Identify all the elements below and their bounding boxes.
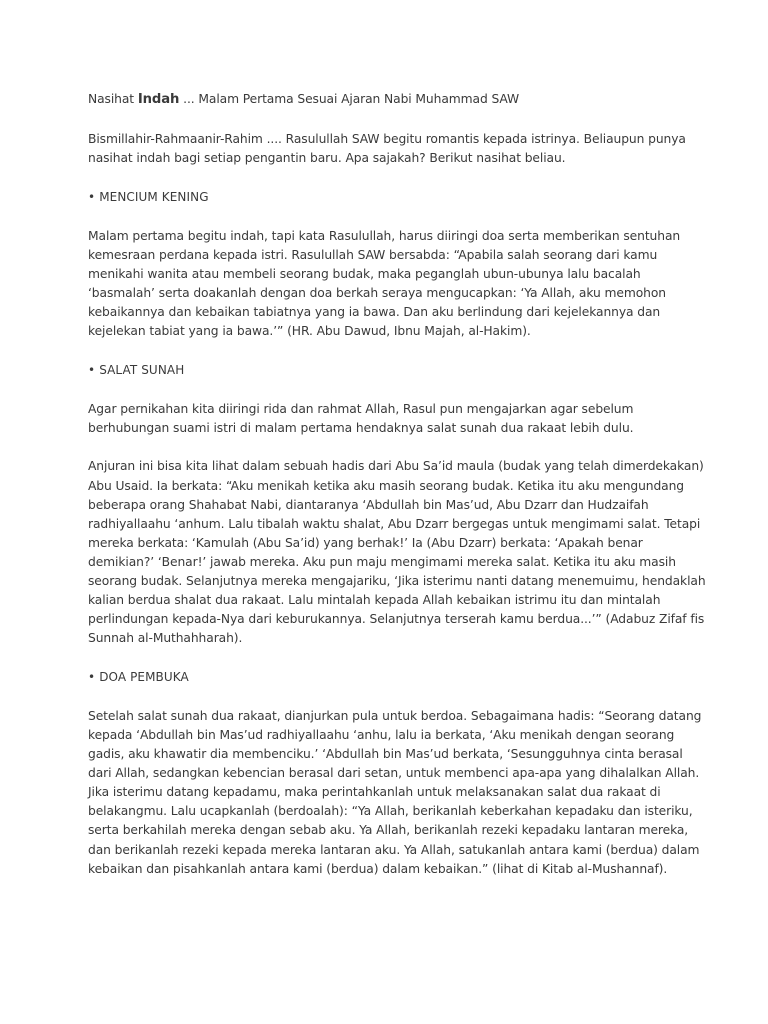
bullet-icon: • <box>88 362 96 377</box>
section-heading-mencium-kening <box>88 188 708 207</box>
intro-paragraph: Bismillahir-Rahmaanir-Rahim .... Rasulullah SAW begitu romantis kepada istrinya. Beliaupun punya nasihat indah bagi setiap pengantin baru. Apa sajakah? Berikut nasihat beliau. <box>88 132 686 166</box>
section-heading-text: DOA PEMBUKA <box>99 669 189 684</box>
section-heading-salat-sunah <box>88 361 708 380</box>
bullet-icon: • <box>88 669 96 684</box>
section-heading-text: SALAT SUNAH <box>99 362 185 377</box>
section-paragraph: Setelah salat sunah dua rakaat, dianjurkan pula untuk berdoa. Sebagaimana hadis: “Seorang datang kepada ‘Abdullah bin Mas’ud radhiyallaahu ‘anhu, lalu ia berkata, ‘Aku menikah dengan seorang gadis, aku khawatir dia membenciku.’ ‘Abdullah bin Mas’ud berkata, ‘Sesungguhnya cinta berasal dari Allah, sedangkan kebencian berasal dari setan, untuk membenci apa-apa yang dihalalkan Allah. Jika isterimu datang kepadamu, maka perintahkanlah untuk melaksanakan salat dua rakaat di belakangmu. Lalu ucapkanlah (berdoalah): “Ya Allah, berikanlah keberkahan kepadaku dan isteriku, serta berkahilah mereka dengan sebab aku. Ya Allah, berikanlah rezeki kepadaku lantaran mereka, dan berikanlah rezeki kepada mereka lantaran aku. Ya Allah, satukanlah antara kami (berdua) dalam kebaikan dan pisahkanlah antara kami (berdua) dalam kebaikan.” (lihat di Kitab al-Mushannaf). <box>88 708 702 876</box>
title-suffix: ... Malam Pertama Sesuai Ajaran Nabi Muhammad SAW <box>179 92 520 106</box>
section-heading-text: MENCIUM KENING <box>99 189 209 204</box>
section-paragraph: Anjuran ini bisa kita lihat dalam sebuah hadis dari Abu Sa’id maula (budak yang telah dimerdekakan) Abu Usaid. Ia berkata: “Aku menikah ketika aku masih seorang budak. Ketika itu aku mengundang beberapa orang Shahabat Nabi, diantaranya ‘Abdullah bin Mas’ud, Abu Dzarr dan Hudzaifah radhiyallaahu ‘anhum. Lalu tibalah waktu shalat, Abu Dzarr bergegas untuk mengimami salat. Tetapi mereka berkata: ‘Kamulah (Abu Sa’id) yang berhak!’ Ia (Abu Dzarr) berkata: ‘Apakah benar demikian?’ ‘Benar!’ jawab mereka. Aku pun maju mengimami mereka salat. Ketika itu aku masih seorang budak. Selanjutnya mereka mengajariku, ‘Jika isterimu nanti datang menemuimu, hendaklah kalian berdua shalat dua rakaat. Lalu mintalah kepada Allah kebaikan istrimu itu dan mintalah perlindungan kepada-Nya dari keburukannya. Selanjutnya terserah kamu berdua...’” (Adabuz Zifaf fis Sunnah al-Muthahharah). <box>88 459 706 646</box>
section-heading-doa-pembuka <box>88 668 708 687</box>
title-prefix: Nasihat <box>88 92 138 106</box>
document-title <box>88 90 708 109</box>
section-paragraph: Agar pernikahan kita diiringi rida dan rahmat Allah, Rasul pun mengajarkan agar sebelum berhubungan suami istri di malam pertama hendaknya salat sunah dua rakaat lebih dulu. <box>88 401 634 435</box>
bullet-icon: • <box>88 189 96 204</box>
section-paragraph: Malam pertama begitu indah, tapi kata Rasulullah, harus diiringi doa serta memberikan sentuhan kemesraan perdana kepada istri. Rasulullah SAW bersabda: “Apabila salah seorang dari kamu menikahi wanita atau membeli seorang budak, maka peganglah ubun-ubunya lalu bacalah ‘basmalah’ serta doakanlah dengan doa berkah seraya mengucapkan: ‘Ya Allah, aku memohon kebaikannya dan kebaikan tabiatnya yang ia bawa. Dan aku berlindung dari kejelekannya dan kejelekan tabiat yang ia bawa.’” (HR. Abu Dawud, Ibnu Majah, al-Hakim). <box>88 228 681 339</box>
title-emphasis: Indah <box>137 92 180 107</box>
